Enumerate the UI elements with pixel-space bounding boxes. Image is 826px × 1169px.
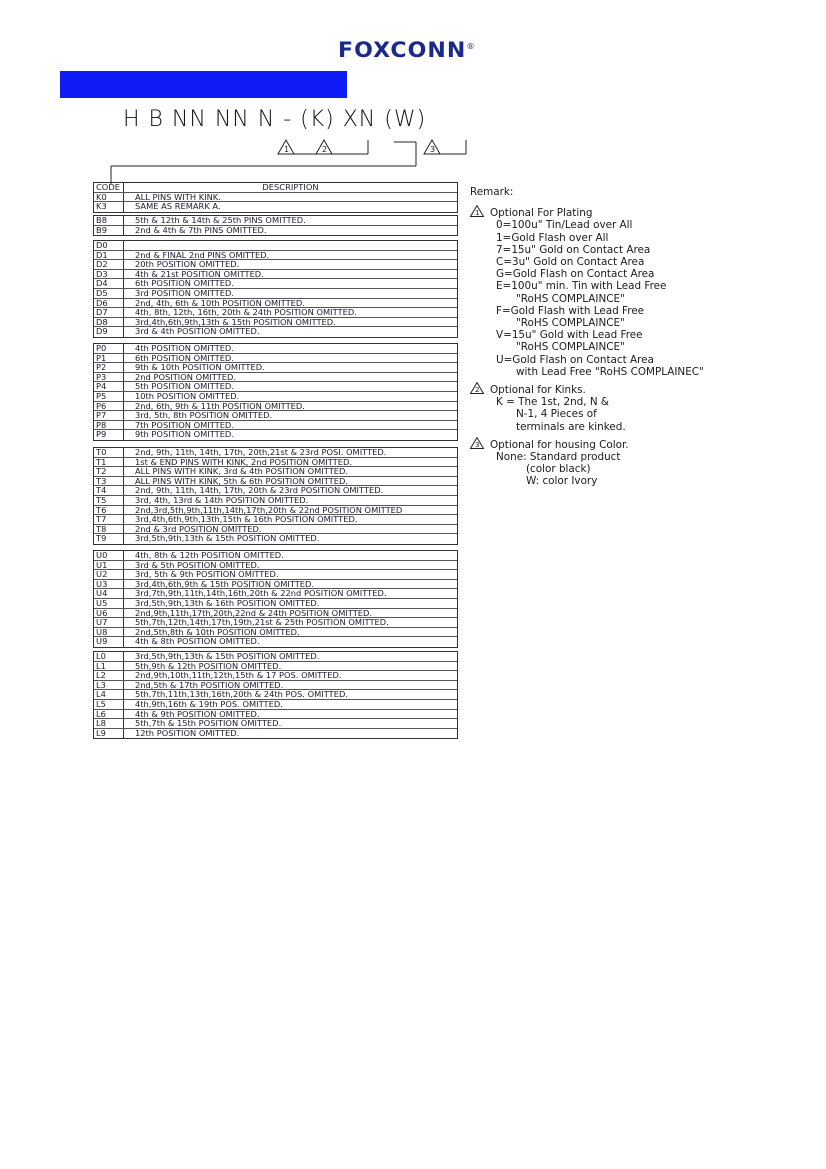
table-row: [94, 430, 457, 440]
table-row: [94, 637, 457, 647]
row-code: U8: [94, 628, 124, 637]
table-row: [94, 318, 457, 328]
row-code: T8: [94, 525, 124, 534]
table-row: [94, 279, 457, 289]
table-row: [94, 289, 457, 299]
plating-option-line: "RoHS COMPLAINCE": [516, 292, 625, 305]
row-code: T6: [94, 506, 124, 515]
row-description: ALL PINS WITH KINK, 5th & 6th POSITION OMITTED.: [135, 476, 349, 486]
row-code: P0: [94, 344, 124, 353]
table-row: [94, 299, 457, 309]
row-description: 9th & 10th POSITION OMITTED.: [135, 363, 265, 372]
table-row: [94, 202, 457, 212]
header-description: DESCRIPTION: [262, 183, 319, 192]
table-row: [94, 662, 457, 672]
row-description: 4th & 21st POSITION OMITTED.: [135, 269, 264, 279]
table-row: [94, 609, 457, 619]
row-code: L4: [94, 690, 124, 699]
row-description: 3rd,5th,9th,13th & 16th POSITION OMITTED.: [135, 598, 320, 608]
row-description: ALL PINS WITH KINK.: [135, 192, 221, 202]
table-row: [94, 506, 457, 516]
row-description: 2nd & FINAL 2nd PINS OMITTED.: [135, 250, 270, 260]
table-row: [94, 193, 457, 203]
row-description: ALL PINS WITH KINK, 3rd & 4th POSITION OMITTED.: [135, 467, 349, 476]
plating-option-line: "RoHS COMPLAINCE": [516, 341, 625, 354]
table-row: [94, 363, 457, 373]
row-code: T5: [94, 496, 124, 505]
row-code: U0: [94, 551, 124, 560]
row-description: 5th POSITION OMITTED.: [135, 382, 234, 391]
table-row: [94, 467, 457, 477]
plating-option-line: G=Gold Flash on Contact Area: [496, 268, 655, 281]
row-description: 12th POSITION OMITTED.: [135, 728, 240, 738]
row-code: U2: [94, 570, 124, 579]
row-code: U5: [94, 599, 124, 608]
row-description: 3rd POSITION OMITTED.: [135, 288, 234, 298]
svg-text:2: 2: [475, 386, 480, 395]
plating-option-line: with Lead Free "RoHS COMPLAINEC": [516, 365, 704, 378]
row-code: U4: [94, 589, 124, 598]
registered-mark: ®: [466, 42, 475, 51]
row-code: T9: [94, 534, 124, 544]
row-description: 10th POSITION OMITTED.: [135, 391, 240, 401]
row-description: 3rd,4th,6th,9th,13th,15th & 16th POSITION OMITTED.: [135, 515, 358, 524]
row-code: P5: [94, 392, 124, 401]
remarks-title: Remark:: [470, 186, 514, 198]
row-code: D8: [94, 318, 124, 327]
plating-option-line: 7=15u" Gold on Contact Area: [496, 243, 651, 256]
table-row: [94, 700, 457, 710]
table-row: [94, 216, 457, 226]
row-description: 1st & END PINS WITH KINK, 2nd POSITION OMITTED.: [135, 457, 353, 467]
row-description: 3rd,4th,6th,9th,13th & 15th POSITION OMITTED.: [135, 317, 336, 327]
triangle-3-icon: [470, 437, 484, 449]
row-description: 2nd, 4th, 6th & 10th POSITION OMITTED.: [135, 298, 305, 308]
row-code: D3: [94, 270, 124, 279]
table-row: [94, 270, 457, 280]
row-code: D7: [94, 308, 124, 317]
kinks-section-title: [470, 382, 704, 396]
row-description: 7th POSITION OMITTED.: [135, 420, 234, 430]
triangle-1-icon: [470, 205, 484, 217]
row-code: U7: [94, 618, 124, 627]
row-code: T1: [94, 458, 124, 467]
table-row: [94, 561, 457, 571]
row-description: 6th POSITION OMITTED.: [135, 353, 234, 363]
table-row: [94, 458, 457, 468]
row-code: P6: [94, 402, 124, 411]
row-code: L1: [94, 662, 124, 671]
table-row: [94, 580, 457, 590]
row-description: 3rd, 5th, 8th POSITION OMITTED.: [135, 411, 273, 420]
row-description: 3rd,5th,9th,13th & 15th POSITION OMITTED.: [135, 534, 320, 544]
row-code: L3: [94, 681, 124, 690]
row-description: 2nd, 6th, 9th & 11th POSITION OMITTED.: [135, 401, 305, 411]
row-description: 5th,7th & 15th POSITION OMITTED.: [135, 719, 282, 728]
table-row: [94, 628, 457, 638]
color-option-line: (color black): [526, 463, 591, 476]
row-description: 2nd,5th & 17th POSITION OMITTED.: [135, 680, 284, 690]
row-code: D1: [94, 251, 124, 260]
plating-option-line: V=15u" Gold with Lead Free: [496, 329, 643, 342]
plating-title-text: Optional For Plating: [490, 207, 593, 220]
table-row: [94, 411, 457, 421]
row-description: 4th & 9th POSITION OMITTED.: [135, 709, 260, 719]
table-header: [94, 183, 457, 193]
row-code: P1: [94, 354, 124, 363]
row-code: T3: [94, 477, 124, 486]
row-description: 3rd, 4th, 13rd & 14th POSITION OMITTED.: [135, 495, 309, 505]
kinks-option-line: terminals are kinked.: [516, 420, 626, 433]
color-option-line: None: Standard product: [496, 451, 621, 464]
row-code: P7: [94, 411, 124, 420]
table-row: [94, 496, 457, 506]
plating-option-line: U=Gold Flash on Contact Area: [496, 353, 654, 366]
row-description: [124, 241, 457, 250]
marker-1-label: 1: [284, 145, 290, 154]
row-code: T0: [94, 448, 124, 457]
row-description: 3rd, 5th & 9th POSITION OMITTED.: [135, 570, 279, 579]
table-row: [94, 729, 457, 739]
table-row: [94, 251, 457, 261]
kinks-title-text: Optional for Kinks.: [490, 384, 586, 397]
row-description: 2nd POSITION OMITTED.: [135, 372, 236, 382]
row-description: SAME AS REMARK A.: [135, 202, 221, 212]
row-description: 4th,9th,16th & 19th POS. OMITTED.: [135, 699, 283, 709]
row-description: 2nd, 9th, 11th, 14th, 17th, 20th,21st & 23rd POSI. OMITTED.: [135, 448, 387, 457]
plating-section-title: [470, 205, 704, 219]
row-description: 3rd,7th,9th,11th,14th,16th,20th & 22nd POSITION OMITTED.: [135, 589, 387, 598]
row-code: D5: [94, 289, 124, 298]
table-row: [94, 525, 457, 535]
row-description: 3rd,5th,9th,13th & 15th POSITION OMITTED.: [135, 652, 320, 661]
row-description: 4th, 8th & 12th POSITION OMITTED.: [135, 551, 284, 560]
marker-2-label: 2: [322, 145, 328, 154]
row-description: 2nd & 3rd POSITION OMITTED.: [135, 524, 262, 534]
plating-option-line: E=100u" min. Tin with Lead Free: [496, 280, 667, 293]
table-row: [94, 344, 457, 354]
table-row: [94, 354, 457, 364]
row-description: 4th POSITION OMITTED.: [135, 344, 234, 353]
table-row: [94, 448, 457, 458]
row-description: 2nd & 4th & 7th PINS OMITTED.: [135, 225, 267, 235]
table-row: [94, 308, 457, 318]
row-code: P3: [94, 373, 124, 382]
plating-option-line: C=3u" Gold on Contact Area: [496, 256, 645, 269]
row-description: 2nd,3rd,5th,9th,11th,14th,17th,20th & 22nd POSITION OMITTED: [135, 505, 403, 515]
row-code: B9: [94, 226, 124, 236]
logo-text: FOXCONN: [338, 38, 467, 62]
row-code: L2: [94, 671, 124, 680]
table-row: [94, 719, 457, 729]
kinks-option-line: K = The 1st, 2nd, N &: [496, 396, 610, 409]
row-description: 9th POSITION OMITTED.: [135, 430, 234, 440]
row-code: P8: [94, 421, 124, 430]
row-code: L6: [94, 710, 124, 719]
table-row: [94, 241, 457, 251]
table-row: [94, 671, 457, 681]
row-code: D2: [94, 260, 124, 269]
row-code: D4: [94, 279, 124, 288]
row-code: P4: [94, 382, 124, 391]
code-table-group: [93, 651, 458, 739]
row-code: D9: [94, 327, 124, 337]
table-row: [94, 618, 457, 628]
plating-option-line: 0=100u" Tin/Lead over All: [496, 219, 633, 232]
table-row: [94, 421, 457, 431]
table-row: [94, 382, 457, 392]
row-description: 2nd,9th,11th,17th,20th,22nd & 24th POSITION OMITTED.: [135, 608, 373, 618]
table-row: [94, 402, 457, 412]
row-code: U1: [94, 561, 124, 570]
row-code: D6: [94, 299, 124, 308]
header-code: CODE: [94, 183, 124, 192]
color-section-title: [470, 437, 704, 451]
row-description: 3rd & 4th POSITION OMITTED.: [135, 327, 260, 337]
plating-option-line: 1=Gold Flash over All: [496, 231, 609, 244]
row-code: B8: [94, 216, 124, 225]
row-code: U6: [94, 609, 124, 618]
code-table-group: [93, 182, 458, 213]
table-row: [94, 690, 457, 700]
row-description: 2nd,5th,8th & 10th POSITION OMITTED.: [135, 627, 300, 637]
row-code: K0: [94, 193, 124, 202]
plating-options: [470, 219, 704, 378]
remarks-panel: [470, 186, 704, 488]
svg-text:3: 3: [475, 440, 480, 449]
color-title-text: Optional for housing Color.: [490, 438, 629, 451]
table-row: [94, 226, 457, 236]
row-code: L9: [94, 729, 124, 739]
row-code: D0: [94, 241, 124, 250]
row-code: T2: [94, 467, 124, 476]
kinks-option-line: N-1, 4 Pieces of: [516, 408, 597, 421]
row-code: U3: [94, 580, 124, 589]
table-row: [94, 534, 457, 544]
row-code: K3: [94, 202, 124, 212]
table-row: [94, 551, 457, 561]
table-row: [94, 327, 457, 337]
row-code: L5: [94, 700, 124, 709]
kinks-options: [470, 396, 704, 433]
triangle-2-icon: [470, 382, 484, 394]
table-row: [94, 599, 457, 609]
plating-option-line: F=Gold Flash with Lead Free: [496, 304, 645, 317]
row-description: 4th, 8th, 12th, 16th, 20th & 24th POSITION OMITTED.: [135, 308, 357, 317]
table-row: [94, 477, 457, 487]
row-code: P9: [94, 430, 124, 440]
table-row: [94, 710, 457, 720]
table-row: [94, 486, 457, 496]
table-row: [94, 373, 457, 383]
row-description: 3rd,4th,6th,9th & 15th POSITION OMITTED.: [135, 579, 315, 589]
table-row: [94, 589, 457, 599]
color-options: [470, 451, 704, 488]
row-description: 20th POSITION OMITTED.: [135, 260, 240, 269]
code-table-group: [93, 550, 458, 648]
code-table-group: [93, 215, 458, 236]
svg-text:1: 1: [475, 209, 480, 218]
table-row: [94, 515, 457, 525]
part-number-callouts: [0, 0, 826, 200]
row-code: L0: [94, 652, 124, 661]
row-description: 3rd & 5th POSITION OMITTED.: [135, 560, 260, 570]
row-description: 2nd, 9th, 11th, 14th, 17th, 20th & 23rd POSITION OMITTED.: [135, 486, 384, 495]
code-table-group: [93, 240, 458, 338]
table-row: [94, 681, 457, 691]
marker-3-label: 3: [430, 145, 436, 154]
row-code: U9: [94, 637, 124, 647]
row-code: L8: [94, 719, 124, 728]
code-table-group: [93, 447, 458, 545]
row-description: 5th & 12th & 14th & 25th PINS OMITTED.: [135, 216, 306, 225]
row-code: T7: [94, 515, 124, 524]
part-number-format: H B NN NN N - (K) XN (W): [123, 107, 427, 132]
row-code: P2: [94, 363, 124, 372]
table-row: [94, 570, 457, 580]
row-code: T4: [94, 486, 124, 495]
row-description: 2nd,9th,10th,11th,12th,15th & 17 POS. OMITTED.: [135, 671, 342, 680]
color-option-line: W: color Ivory: [526, 475, 598, 488]
row-description: 5th,9th & 12th POSITION OMITTED.: [135, 661, 282, 671]
row-description: 4th & 8th POSITION OMITTED.: [135, 637, 260, 647]
table-row: [94, 260, 457, 270]
plating-option-line: "RoHS COMPLAINCE": [516, 317, 625, 330]
row-description: 6th POSITION OMITTED.: [135, 279, 234, 288]
row-description: 5th,7th,12th,14th,17th,19th,21st & 25th POSITION OMITTED.: [135, 618, 389, 627]
table-row: [94, 392, 457, 402]
code-table-group: [93, 343, 458, 441]
table-row: [94, 652, 457, 662]
row-description: 5th,7th,11th,13th,16th,20th & 24th POS. OMITTED.: [135, 690, 348, 699]
